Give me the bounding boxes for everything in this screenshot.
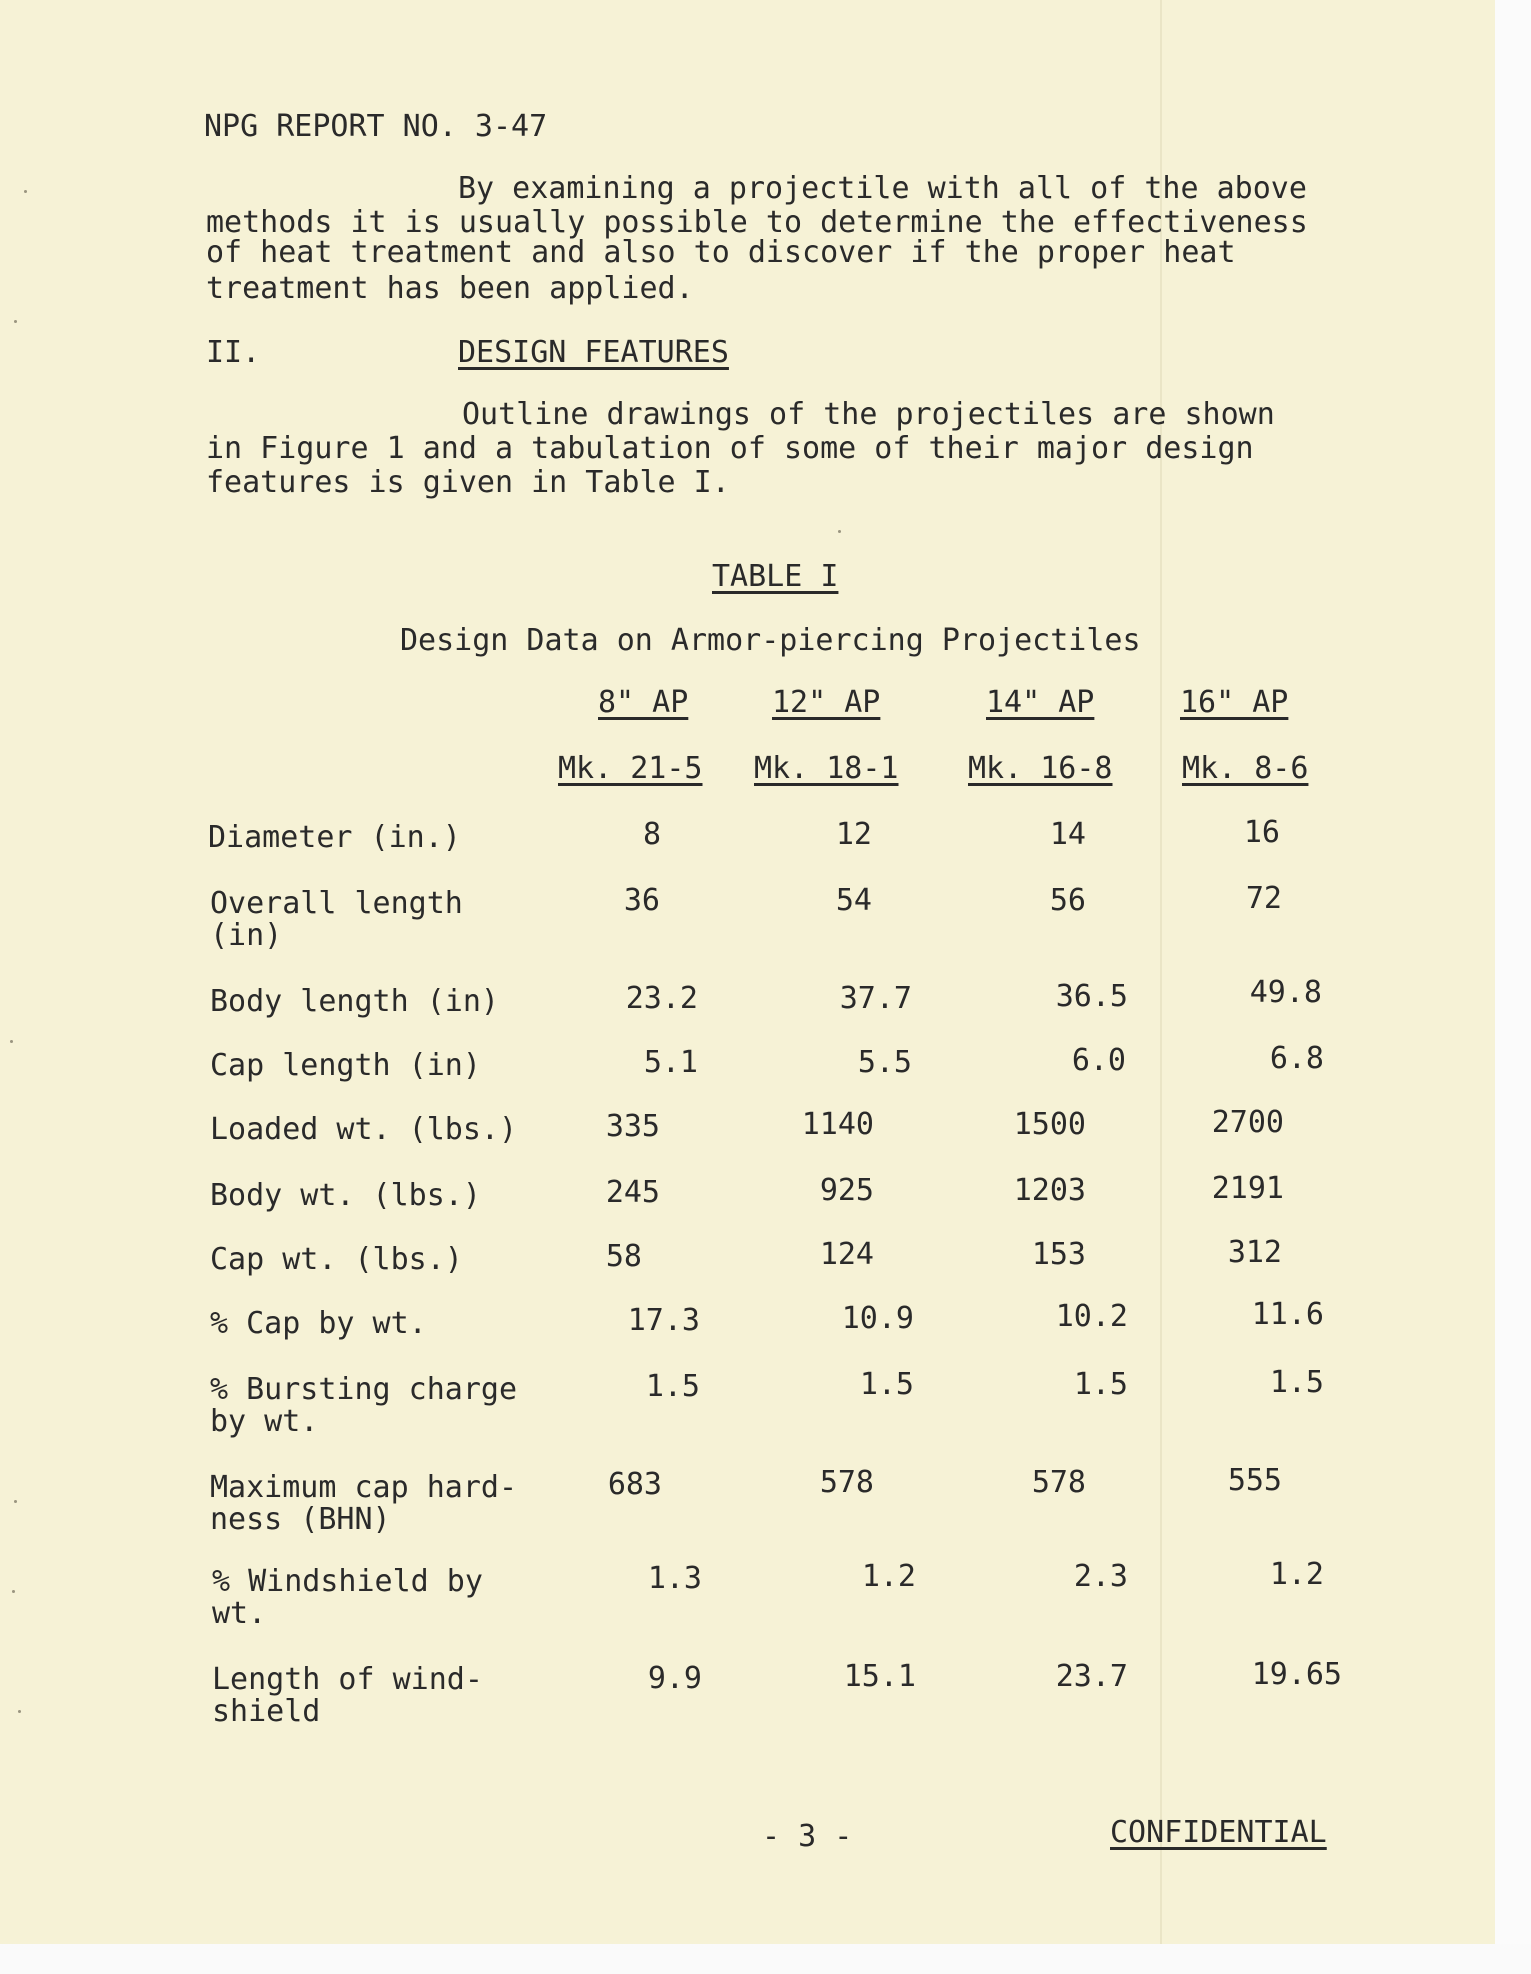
column-caliber-16in: 16" AP bbox=[1180, 685, 1289, 720]
table-cell: 1203 bbox=[1013, 1173, 1086, 1208]
table-cell: 153 bbox=[1031, 1237, 1086, 1272]
column-mark-16in: Mk. 8-6 bbox=[1182, 751, 1309, 786]
table-cell: 10.2 bbox=[1055, 1299, 1128, 1334]
page-number: - 3 - bbox=[762, 1819, 853, 1854]
row-label-loaded-weight: Loaded wt. (lbs.) bbox=[210, 1112, 518, 1147]
table-cell: 12 bbox=[835, 817, 872, 852]
table-cell: 14 bbox=[1049, 817, 1086, 852]
row-label-cap-weight: Cap wt. (lbs.) bbox=[210, 1242, 463, 1277]
row-label-cap-hardness: Maximum cap hard- bbox=[210, 1470, 518, 1505]
table-cell: 58 bbox=[605, 1239, 642, 1274]
table-cell: 2700 bbox=[1211, 1105, 1284, 1140]
row-label-windshield-percent-cont: wt. bbox=[212, 1596, 267, 1631]
table-cell: 6.8 bbox=[1269, 1041, 1324, 1076]
row-label-cap-percent: % Cap by wt. bbox=[210, 1306, 427, 1341]
table-cell: 9.9 bbox=[647, 1661, 702, 1696]
table-cell: 1.5 bbox=[1073, 1367, 1128, 1402]
table-cell: 2191 bbox=[1211, 1171, 1284, 1206]
table-cell: 10.9 bbox=[841, 1301, 914, 1336]
table-cell: 578 bbox=[1031, 1465, 1086, 1500]
intro-line-3: of heat treatment and also to discover if the proper heat bbox=[206, 235, 1236, 270]
table-cell: 124 bbox=[819, 1237, 874, 1272]
intro-line-4: treatment has been applied. bbox=[206, 271, 694, 306]
table-caption: Design Data on Armor-piercing Projectiles bbox=[400, 623, 1141, 658]
row-label-overall-length: Overall length bbox=[210, 886, 463, 921]
report-number: NPG REPORT NO. 3-47 bbox=[204, 109, 548, 144]
table-cell: 49.8 bbox=[1249, 975, 1322, 1010]
section-title: DESIGN FEATURES bbox=[458, 335, 729, 370]
table-cell: 23.2 bbox=[625, 981, 698, 1016]
row-label-windshield-length: Length of wind- bbox=[212, 1662, 483, 1697]
table-cell: 72 bbox=[1245, 881, 1282, 916]
table-cell: 555 bbox=[1227, 1463, 1282, 1498]
margin-speck bbox=[10, 1040, 13, 1043]
section-paragraph-line-1: Outline drawings of the projectiles are shown bbox=[462, 397, 1275, 432]
table-cell: 56 bbox=[1049, 883, 1086, 918]
table-cell: 1.5 bbox=[645, 1369, 700, 1404]
table-cell: 1.2 bbox=[861, 1559, 916, 1594]
section-paragraph-line-3: features is given in Table I. bbox=[206, 465, 730, 500]
section-paragraph-line-2: in Figure 1 and a tabulation of some of their major design bbox=[206, 431, 1254, 466]
table-cell: 1.3 bbox=[647, 1561, 702, 1596]
page-edge-bottom bbox=[0, 1944, 1531, 1974]
row-label-diameter: Diameter (in.) bbox=[208, 820, 461, 855]
page-edge-right bbox=[1495, 0, 1531, 1974]
row-label-body-weight: Body wt. (lbs.) bbox=[210, 1178, 481, 1213]
row-label-overall-length-cont: (in) bbox=[210, 918, 283, 953]
section-number: II. bbox=[206, 335, 261, 370]
row-label-cap-hardness-cont: ness (BHN) bbox=[210, 1502, 391, 1537]
row-label-body-length: Body length (in) bbox=[210, 984, 499, 1019]
table-cell: 2.3 bbox=[1073, 1559, 1128, 1594]
table-cell: 245 bbox=[605, 1175, 660, 1210]
table-cell: 925 bbox=[819, 1173, 874, 1208]
row-label-bursting-charge: % Bursting charge bbox=[210, 1372, 518, 1407]
table-cell: 578 bbox=[819, 1465, 874, 1500]
table-cell: 36 bbox=[623, 883, 660, 918]
table-cell: 1500 bbox=[1013, 1107, 1086, 1142]
column-caliber-12in: 12" AP bbox=[772, 685, 881, 720]
row-label-bursting-charge-cont: by wt. bbox=[210, 1404, 319, 1439]
table-cell: 1.5 bbox=[859, 1367, 914, 1402]
table-cell: 15.1 bbox=[843, 1659, 916, 1694]
table-cell: 11.6 bbox=[1251, 1297, 1324, 1332]
column-mark-8in: Mk. 21-5 bbox=[558, 751, 703, 786]
table-title: TABLE I bbox=[712, 559, 839, 594]
column-caliber-8in: 8" AP bbox=[598, 685, 689, 720]
column-mark-14in: Mk. 16-8 bbox=[968, 751, 1113, 786]
table-cell: 1140 bbox=[801, 1107, 874, 1142]
row-label-cap-length: Cap length (in) bbox=[210, 1048, 481, 1083]
table-cell: 312 bbox=[1227, 1235, 1282, 1270]
table-cell: 1.2 bbox=[1269, 1557, 1324, 1592]
table-cell: 683 bbox=[607, 1467, 662, 1502]
table-cell: 1.5 bbox=[1269, 1365, 1324, 1400]
column-mark-12in: Mk. 18-1 bbox=[754, 751, 899, 786]
classification-marking: CONFIDENTIAL bbox=[1110, 1815, 1327, 1850]
row-label-windshield-length-cont: shield bbox=[212, 1694, 321, 1729]
table-cell: 17.3 bbox=[627, 1303, 700, 1338]
table-cell: 5.1 bbox=[643, 1045, 698, 1080]
table-cell: 19.65 bbox=[1251, 1657, 1342, 1692]
margin-speck bbox=[12, 1590, 15, 1593]
margin-speck bbox=[14, 320, 17, 323]
margin-speck bbox=[24, 190, 27, 193]
row-label-windshield-percent: % Windshield by bbox=[212, 1564, 483, 1599]
intro-line-2: methods it is usually possible to determine the effectiveness bbox=[206, 205, 1308, 240]
intro-line-1: By examining a projectile with all of the above bbox=[458, 171, 1307, 206]
table-cell: 16 bbox=[1243, 815, 1280, 850]
margin-speck bbox=[18, 1710, 21, 1713]
page-speck bbox=[838, 530, 841, 533]
column-caliber-14in: 14" AP bbox=[986, 685, 1095, 720]
table-cell: 37.7 bbox=[839, 981, 912, 1016]
table-cell: 5.5 bbox=[857, 1045, 912, 1080]
margin-speck bbox=[14, 1500, 17, 1503]
table-cell: 8 bbox=[642, 817, 661, 852]
table-cell: 335 bbox=[605, 1109, 660, 1144]
table-cell: 23.7 bbox=[1055, 1659, 1128, 1694]
paper-fold-line bbox=[1160, 0, 1162, 1944]
table-cell: 54 bbox=[835, 883, 872, 918]
table-cell: 6.0 bbox=[1071, 1043, 1126, 1078]
table-cell: 36.5 bbox=[1055, 979, 1128, 1014]
